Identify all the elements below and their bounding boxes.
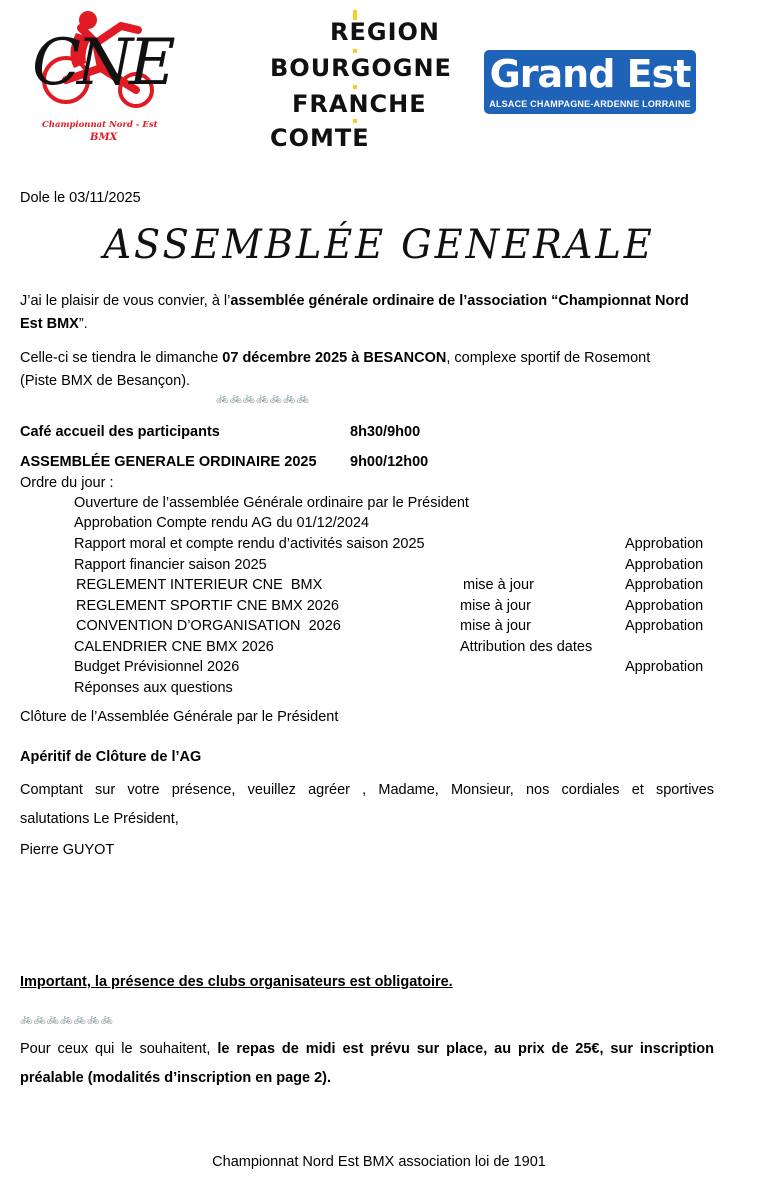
agenda-item: Rapport financier saison 2025: [74, 557, 267, 573]
salutation-line-1: Comptant sur votre présence, veuillez agréer , Madame, Monsieur, nos cordiales et sportives: [20, 782, 714, 798]
agenda-approval: Approbation: [625, 557, 704, 573]
agenda-item: CONVENTION D’ORGANISATION 2026: [72, 618, 341, 634]
agenda-approval: Approbation: [625, 618, 704, 634]
cne-logo-caption: Championnat Nord - Est: [42, 120, 158, 130]
schedule-label-2: ASSEMBLÉE GENERALE ORDINAIRE 2025: [20, 454, 317, 470]
salutation-line-2: salutations Le Président,: [20, 811, 179, 827]
agenda-item: Rapport moral et compte rendu d’activités saison 2025: [74, 536, 425, 552]
bfc-word-1: REGION: [330, 18, 440, 46]
grand-est-logo: [484, 50, 696, 114]
important-text: Important, la présence des clubs organisateurs est obligatoire.: [20, 974, 453, 990]
aperitif-line: Apéritif de Clôture de l’AG: [20, 749, 202, 765]
location-detail: (Piste BMX de Besançon).: [20, 373, 191, 389]
schedule-time-1: 8h30/9h00: [350, 424, 421, 440]
region-bfc-logo: [270, 10, 452, 152]
meal-line-1: [20, 1039, 714, 1059]
agenda-item: Approbation Compte rendu AG du 01/12/2024: [74, 515, 370, 531]
cne-logo-bmx: BMX: [90, 132, 118, 143]
schedule-label-1: Café accueil des participants: [20, 424, 220, 440]
agenda-status: mise à jour: [460, 598, 531, 614]
grand-est-title: Grand Est: [489, 52, 691, 96]
agenda-status: mise à jour: [460, 618, 531, 634]
cne-bmx-logo: [26, 8, 191, 148]
meal-text: Pour ceux qui le souhaitent,: [20, 1041, 218, 1057]
agenda-label: Ordre du jour :: [20, 475, 114, 491]
agenda-approval: Approbation: [625, 536, 704, 552]
agenda-item: Budget Prévisionnel 2026: [74, 659, 240, 675]
important-notice: [20, 974, 453, 990]
intro-quoted: “Championnat Nord Est BMX: [20, 293, 689, 332]
document-title: ASSEMBLÉE GENERALE: [103, 222, 655, 268]
location-place: , complexe sportif de Rosemont: [446, 350, 651, 366]
bfc-word-2: BOURGOGNE: [270, 54, 452, 82]
closing-line: Clôture de l’Assemblée Générale par le Président: [20, 709, 339, 725]
location-text: Celle-ci se tiendra le dimanche: [20, 350, 223, 366]
bike-separator-2: 🚲🚲🚲🚲🚲🚲🚲: [20, 1014, 115, 1025]
intro-text: J’ai le plaisir de vous convier, à l’: [20, 293, 231, 309]
agenda-status: Attribution des dates: [460, 639, 593, 655]
footer: Championnat Nord Est BMX association loi de 1901: [212, 1154, 546, 1170]
intro-paragraph: [20, 290, 714, 336]
meal-line-2: préalable (modalités d’inscription en page 2).: [20, 1070, 332, 1086]
agenda-item: Ouverture de l’assemblée Générale ordinaire par le Président: [74, 495, 469, 511]
bfc-word-4: COMTE: [270, 124, 370, 152]
bfc-word-3: FRANCHE: [292, 90, 427, 118]
agenda-approval: Approbation: [625, 659, 704, 675]
meal-bold-1: le repas de midi est prévu sur place, au prix de 25€, sur inscription: [217, 1041, 714, 1057]
agenda-item: CALENDRIER CNE BMX 2026: [74, 639, 274, 655]
agenda-item: REGLEMENT INTERIEUR CNE BMX: [72, 577, 323, 593]
agenda-approval: Approbation: [625, 598, 704, 614]
agenda-item: REGLEMENT SPORTIF CNE BMX 2026: [72, 598, 339, 614]
agenda-approval: Approbation: [625, 577, 704, 593]
signature: Pierre GUYOT: [20, 842, 115, 858]
location-paragraph: [20, 347, 714, 393]
agenda-item: Réponses aux questions: [74, 680, 233, 696]
intro-end: ”.: [78, 316, 88, 332]
grand-est-subtitle: ALSACE CHAMPAGNE-ARDENNE LORRAINE: [489, 99, 691, 109]
date-line: Dole le 03/11/2025: [20, 190, 141, 206]
cne-letters: CNE: [32, 26, 172, 100]
location-date: 07 décembre 2025 à BESANCON: [222, 350, 447, 366]
schedule-time-2: 9h00/12h00: [350, 454, 429, 470]
agenda-status: mise à jour: [463, 577, 534, 593]
intro-bold: assemblée générale ordinaire de l’association: [230, 293, 548, 309]
bike-separator: 🚲🚲🚲🚲🚲🚲🚲: [216, 393, 311, 404]
